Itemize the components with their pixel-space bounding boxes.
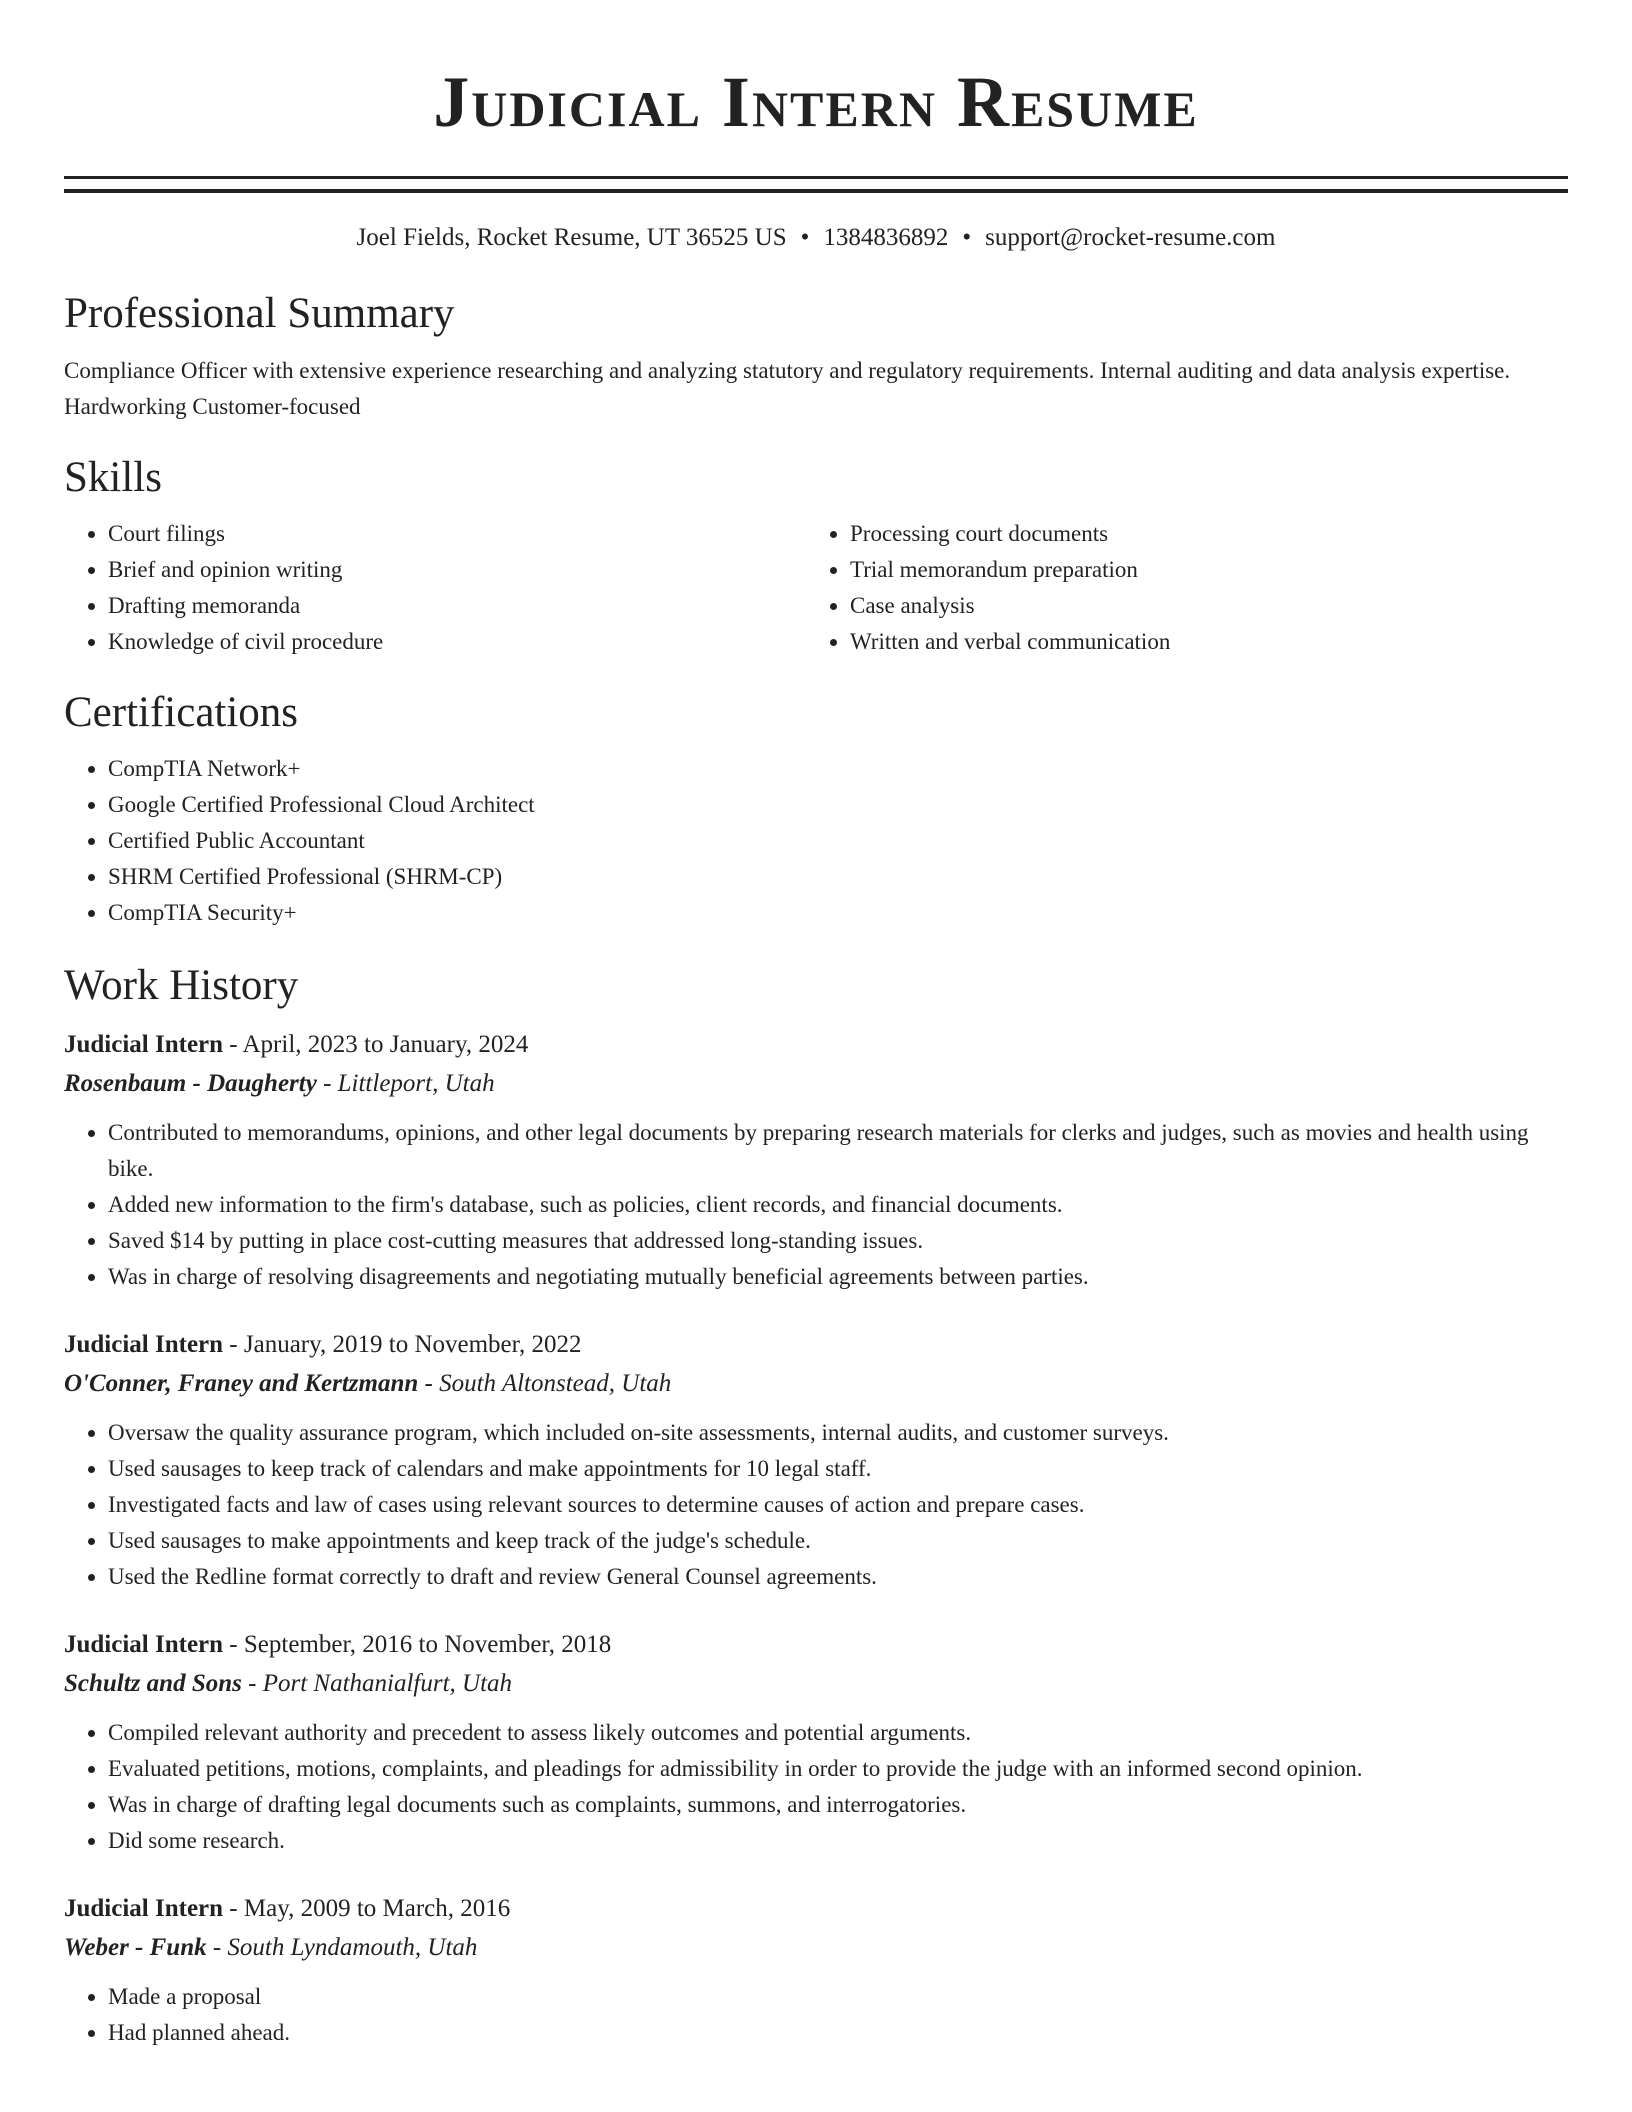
contact-line [64, 221, 1568, 255]
job-dates: - January, 2019 to November, 2022 [223, 1331, 582, 1358]
job-header [64, 1325, 1568, 1364]
job-bullet: • Was in charge of drafting legal documents such as complaints, summons, and interrogatories. [108, 1787, 1568, 1823]
job-employer [64, 1928, 1568, 1967]
skills-grid [64, 516, 1568, 660]
job-location: - South Altonstead, Utah [418, 1370, 672, 1397]
certification-item: • Certified Public Accountant [108, 823, 1568, 859]
job-bullet: • Used sausages to keep track of calendars and make appointments for 10 legal staff. [108, 1451, 1568, 1487]
job-employer [64, 1664, 1568, 1703]
job-bullet: • Made a proposal [108, 1979, 1568, 2015]
summary-heading: Professional Summary [64, 290, 455, 337]
certifications-heading: Certifications [64, 689, 299, 736]
skill-item: • Written and verbal communication [850, 624, 1568, 660]
certification-item: • Google Certified Professional Cloud Architect [108, 787, 1568, 823]
skills-list-right [806, 516, 1568, 660]
skills-heading: Skills [64, 454, 162, 501]
certification-item: • CompTIA Security+ [108, 895, 1568, 931]
job-entry [64, 1025, 1568, 1295]
job-company: Rosenbaum - Daugherty [64, 1070, 317, 1097]
job-header [64, 1625, 1568, 1664]
certifications-list [64, 751, 1568, 931]
job-company: Schultz and Sons [64, 1670, 242, 1697]
job-role: Judicial Intern [64, 1031, 224, 1058]
job-header [64, 1889, 1568, 1928]
job-bullet: • Used the Redline format correctly to draft and review General Counsel agreements. [108, 1559, 1568, 1595]
title-double-rule [64, 176, 1568, 193]
skill-item: • Knowledge of civil procedure [108, 624, 806, 660]
contact-address: Joel Fields, Rocket Resume, UT 36525 US [356, 224, 787, 251]
job-entry [64, 1625, 1568, 1859]
job-company: O'Conner, Franey and Kertzmann [64, 1370, 419, 1397]
job-entry [64, 1325, 1568, 1595]
summary-text: Compliance Officer with extensive experience researching and analyzing statutory and regulatory requirements. Internal auditing and data analysis expertise. Hardworking Customer-focused [64, 358, 1511, 419]
job-dates: - April, 2023 to January, 2024 [223, 1031, 529, 1058]
job-bullets [64, 1115, 1568, 1295]
job-company: Weber - Funk [64, 1934, 207, 1961]
skill-item: • Case analysis [850, 588, 1568, 624]
job-bullet: • Contributed to memorandums, opinions, and other legal documents by preparing research materials for clerks and judges, such as movies and health using bike. [108, 1115, 1568, 1187]
certification-item: • SHRM Certified Professional (SHRM-CP) [108, 859, 1568, 895]
skills-list-left [64, 516, 806, 660]
job-dates: - May, 2009 to March, 2016 [223, 1895, 511, 1922]
skill-item: • Drafting memoranda [108, 588, 806, 624]
job-bullet: • Did some research. [108, 1823, 1568, 1859]
job-bullet: • Was in charge of resolving disagreements and negotiating mutually beneficial agreements between parties. [108, 1259, 1568, 1295]
job-bullets [64, 1979, 1568, 2051]
job-bullet: • Used sausages to make appointments and keep track of the judge's schedule. [108, 1523, 1568, 1559]
resume-title: Judicial Intern Resume [433, 62, 1199, 142]
job-employer [64, 1064, 1568, 1103]
job-bullet: • Evaluated petitions, motions, complaints, and pleadings for admissibility in order to provide the judge with an informed second opinion. [108, 1751, 1568, 1787]
job-dates: - September, 2016 to November, 2018 [223, 1631, 612, 1658]
skill-item: • Trial memorandum preparation [850, 552, 1568, 588]
job-role: Judicial Intern [64, 1631, 224, 1658]
contact-phone: 1384836892 [823, 224, 949, 251]
job-bullet: • Added new information to the firm's database, such as policies, client records, and financial documents. [108, 1187, 1568, 1223]
job-bullet: • Saved $14 by putting in place cost-cutting measures that addressed long-standing issues. [108, 1223, 1568, 1259]
work-history-heading: Work History [64, 962, 299, 1009]
job-location: - Littleport, Utah [316, 1070, 495, 1097]
job-bullet: • Investigated facts and law of cases using relevant sources to determine causes of action and prepare cases. [108, 1487, 1568, 1523]
job-bullet: • Had planned ahead. [108, 2015, 1568, 2051]
job-role: Judicial Intern [64, 1895, 224, 1922]
contact-separator: • [962, 224, 972, 251]
skill-item: • Processing court documents [850, 516, 1568, 552]
certification-item: • CompTIA Network+ [108, 751, 1568, 787]
job-bullets [64, 1415, 1568, 1595]
job-role: Judicial Intern [64, 1331, 224, 1358]
job-bullets [64, 1715, 1568, 1859]
job-location: - South Lyndamouth, Utah [206, 1934, 478, 1961]
job-bullet: • Oversaw the quality assurance program, which included on-site assessments, internal audits, and customer surveys. [108, 1415, 1568, 1451]
contact-separator: • [800, 224, 810, 251]
job-header [64, 1025, 1568, 1064]
job-entry [64, 1889, 1568, 2051]
contact-email: support@rocket-resume.com [985, 224, 1276, 251]
job-bullet: • Compiled relevant authority and precedent to assess likely outcomes and potential arguments. [108, 1715, 1568, 1751]
skill-item: • Court filings [108, 516, 806, 552]
skill-item: • Brief and opinion writing [108, 552, 806, 588]
job-employer [64, 1364, 1568, 1403]
job-location: - Port Nathanialfurt, Utah [241, 1670, 513, 1697]
